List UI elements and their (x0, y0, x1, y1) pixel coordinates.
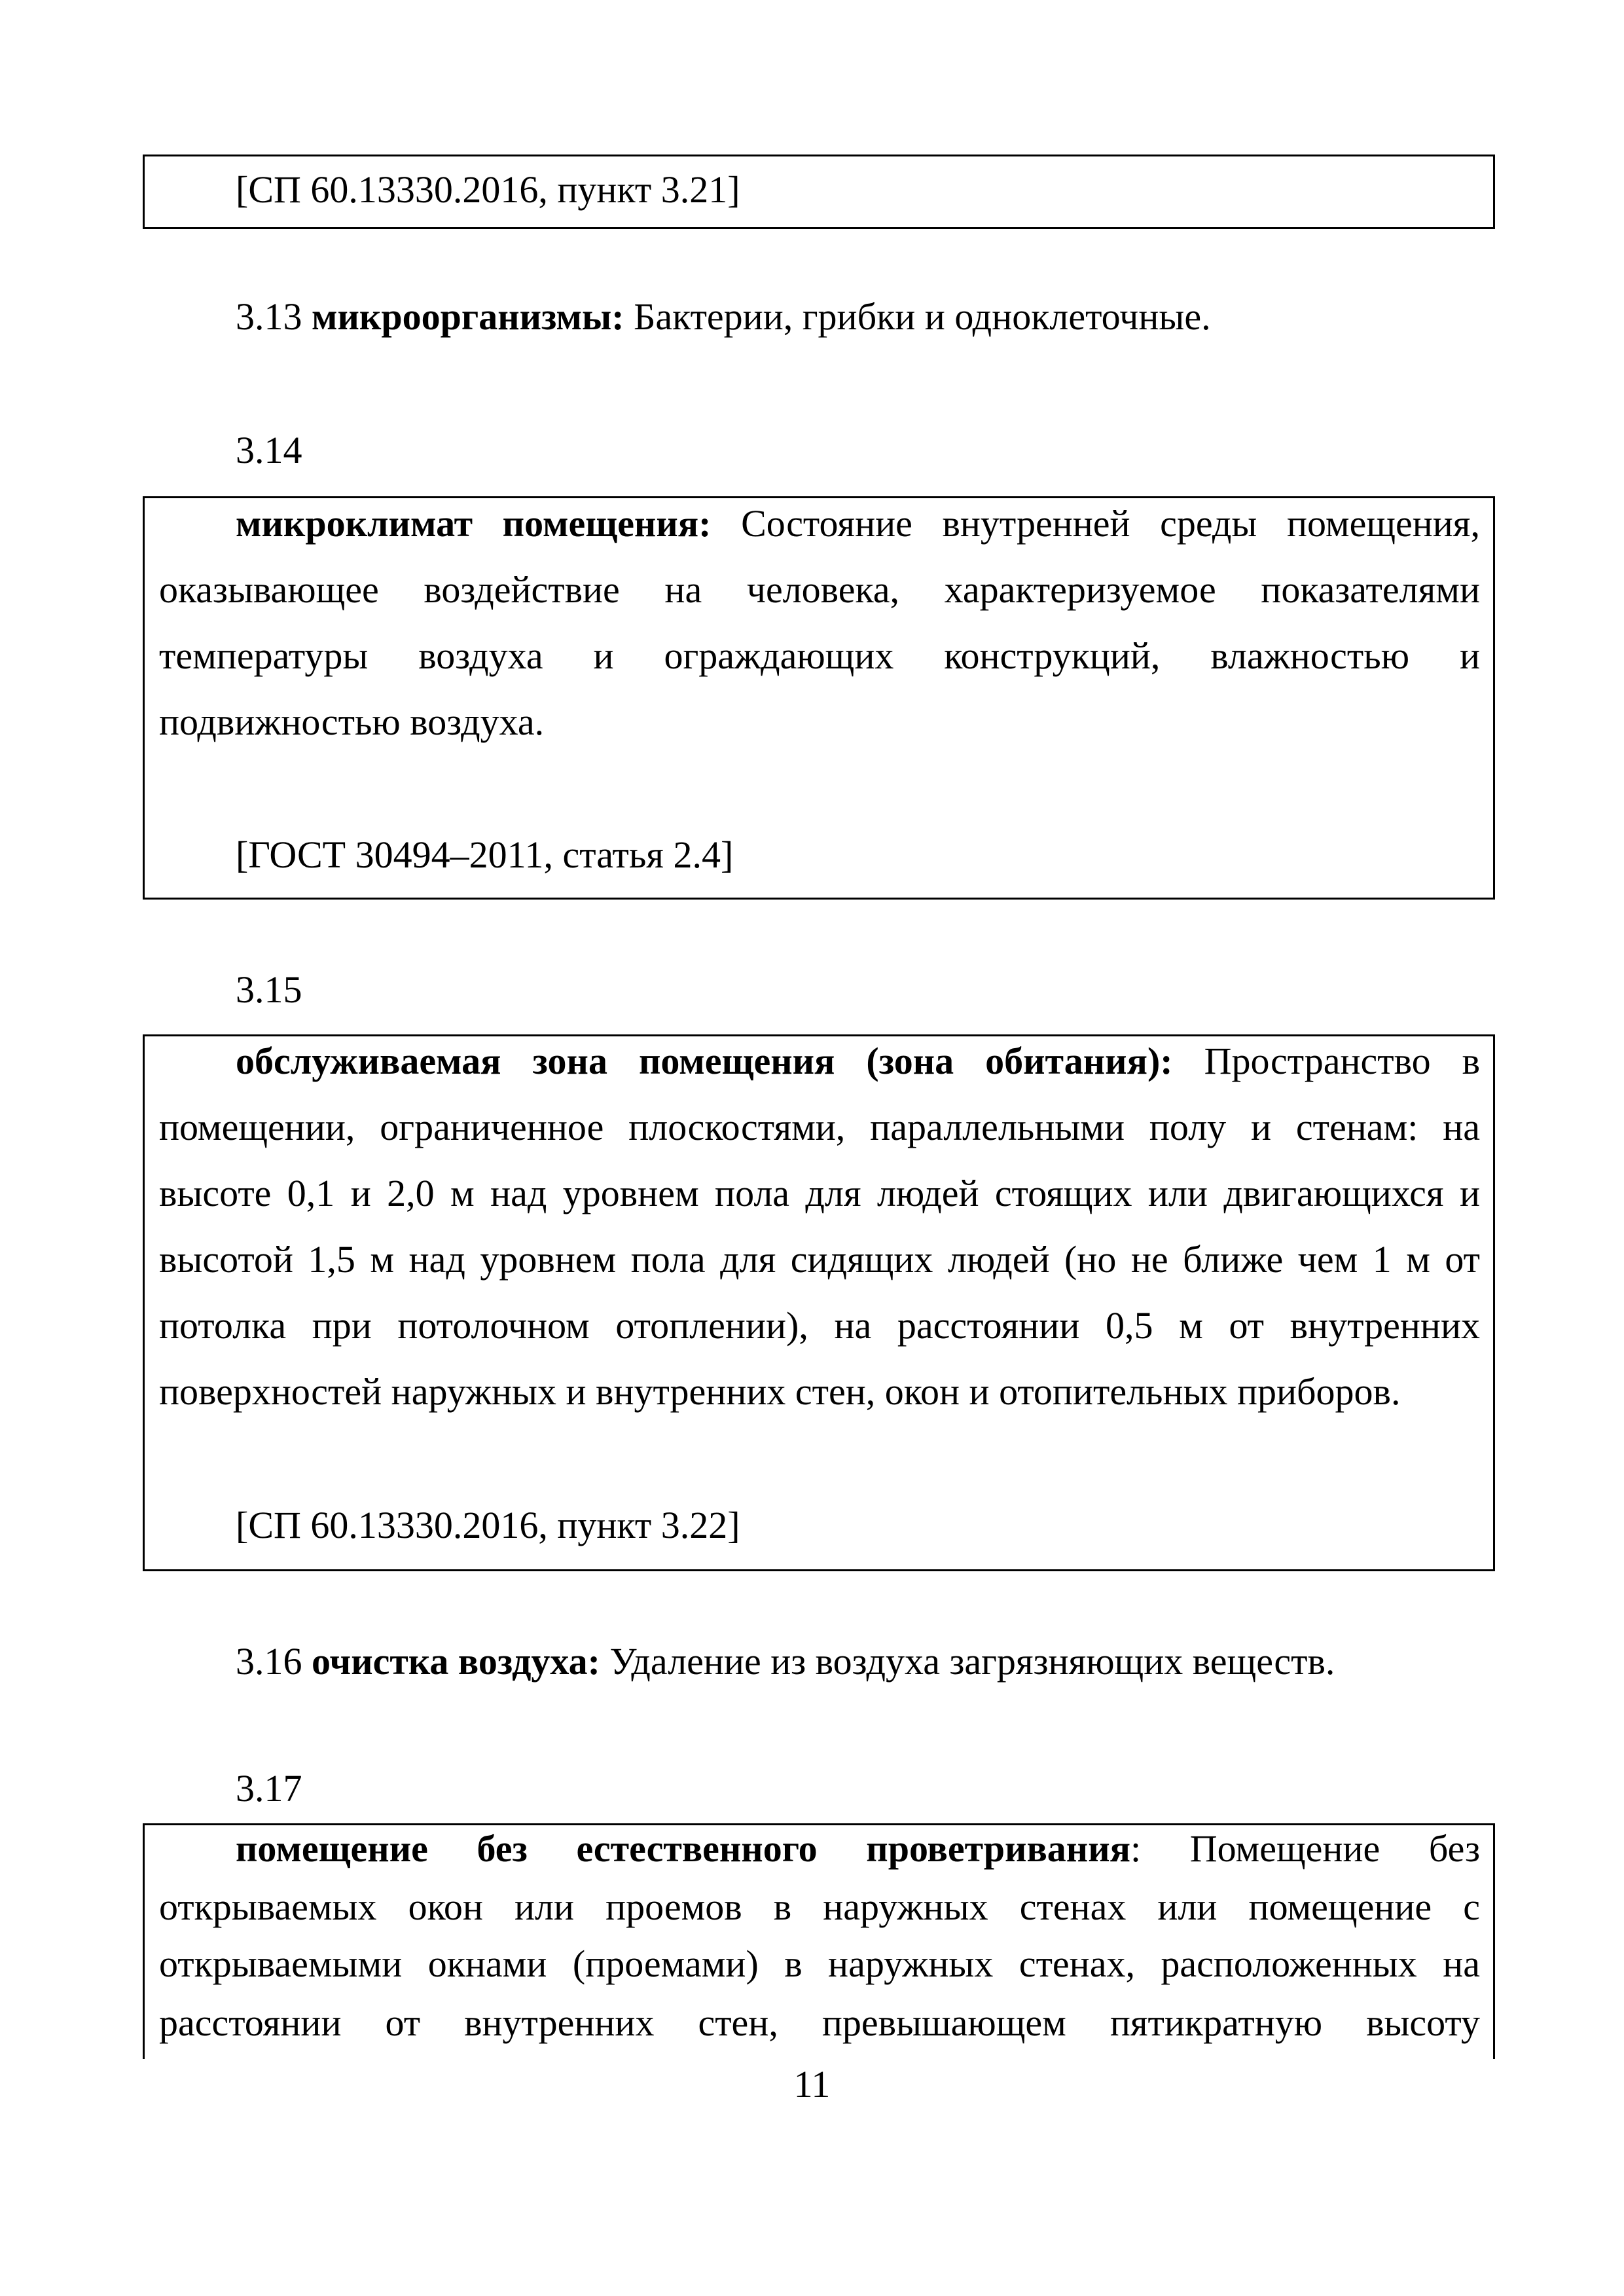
term-definition: Удаление из воздуха загрязняющих веществ. (609, 1640, 1335, 1683)
term-title: микроорганизмы: (312, 295, 624, 338)
term-number: 3.16 (236, 1640, 302, 1683)
term-number: 3.14 (236, 429, 302, 471)
definition-line: высоте 0,1 и 2,0 м над уровнем пола для людей стоящих или двигающихся и (159, 1172, 1480, 1214)
term-title: микроклимат помещения: (236, 502, 712, 545)
definition-line: потолка при потолочном отоплении), на расстоянии 0,5 м от внутренних (159, 1304, 1480, 1347)
citation: [СП 60.13330.2016, пункт 3.22] (236, 1504, 740, 1546)
definition-text: Состояние внутренней среды помещения, (741, 502, 1480, 545)
term-number: 3.13 (236, 295, 302, 338)
definition-line: высотой 1,5 м над уровнем пола для сидящих людей (но не ближе чем 1 м от (159, 1238, 1480, 1281)
definition-line: оказывающее воздействие на человека, характеризуемое показателями (159, 568, 1480, 611)
definition-line: подвижностью воздуха. (159, 701, 545, 743)
term-title: помещение без естественного проветривания (236, 1827, 1130, 1870)
citation: [ГОСТ 30494–2011, статья 2.4] (236, 833, 734, 876)
definition-text: : Помещение без (1130, 1827, 1480, 1870)
term-number: 3.17 (236, 1767, 302, 1810)
citation: [СП 60.13330.2016, пункт 3.21] (236, 168, 740, 211)
page-number: 11 (793, 2063, 831, 2105)
definition-line: расстоянии от внутренних стен, превышающем пятикратную высоту (159, 2001, 1480, 2044)
definition-line: помещении, ограниченное плоскостями, параллельными полу и стенам: на (159, 1106, 1480, 1148)
definition-line: открываемых окон или проемов в наружных стенах или помещение с (159, 1886, 1480, 1928)
definition-text: Пространство в (1204, 1040, 1481, 1082)
term-3-16 (236, 1641, 1557, 1683)
term-definition: Бактерии, грибки и одноклеточные. (634, 295, 1211, 338)
definition-line (236, 503, 1480, 545)
definition-line: открываемыми окнами (проемами) в наружных стенах, расположенных на (159, 1942, 1480, 1985)
definition-line (236, 1828, 1480, 1870)
term-title: очистка воздуха: (312, 1640, 600, 1683)
definition-line (236, 1040, 1480, 1082)
term-title: обслуживаемая зона помещения (зона обитания): (236, 1040, 1173, 1082)
definition-line: температуры воздуха и ограждающих конструкций, влажностью и (159, 634, 1480, 677)
term-number: 3.15 (236, 968, 302, 1011)
term-3-13 (236, 296, 1557, 338)
definition-line: поверхностей наружных и внутренних стен, окон и отопительных приборов. (159, 1370, 1401, 1413)
